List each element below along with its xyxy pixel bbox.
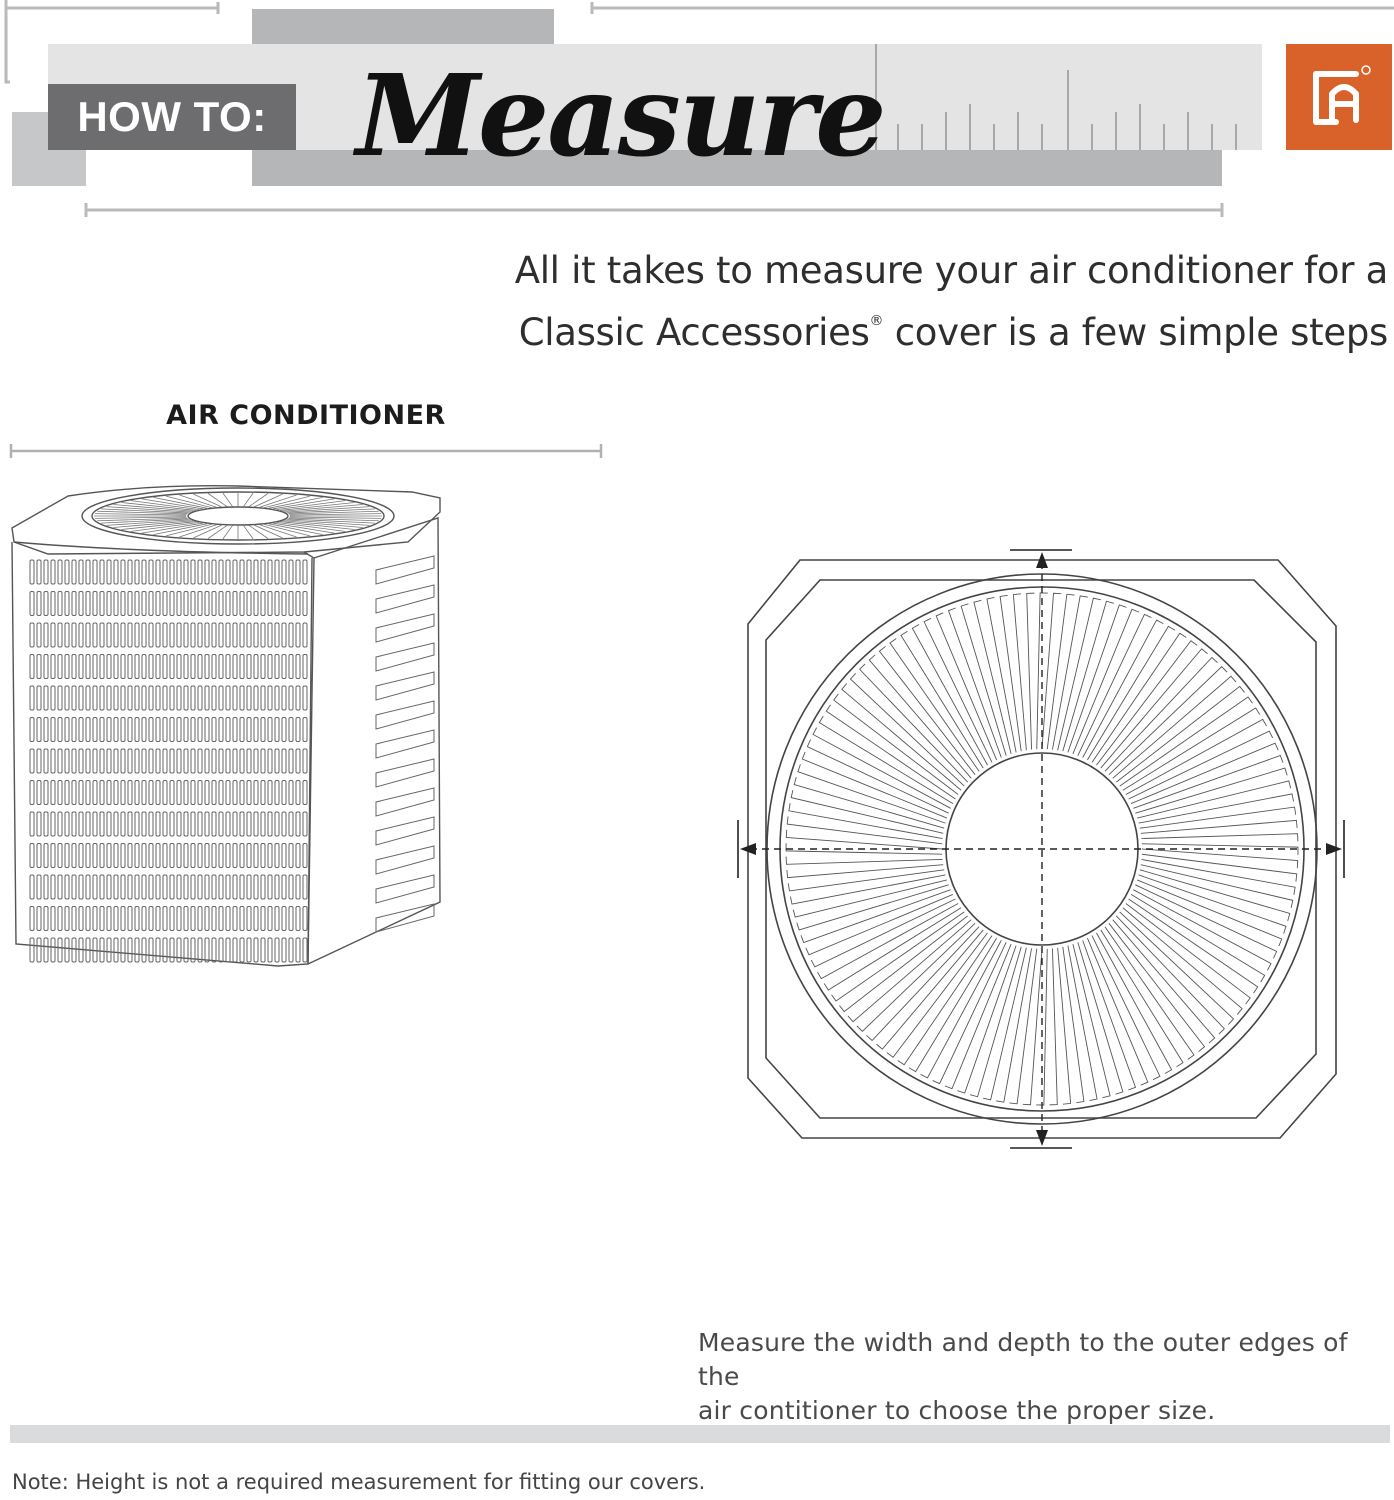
intro-line-2 <box>488 296 1388 358</box>
air-conditioner-top-view-icon <box>734 544 1350 1154</box>
divider-band <box>10 1425 1390 1443</box>
caption-line-2: air contitioner to choose the proper size. <box>698 1396 1216 1425</box>
intro-line-2-rest: cover is a few simple steps <box>883 311 1388 354</box>
brand-logo <box>1286 44 1392 150</box>
section-title: AIR CONDITIONER <box>166 400 446 431</box>
measure-instructions <box>698 1326 1394 1428</box>
footnote: Note: Height is not a required measurement for fitting our covers. <box>12 1470 706 1494</box>
air-conditioner-unit-icon <box>8 482 448 978</box>
registered-mark: ® <box>869 313 884 329</box>
how-to-label: HOW TO: <box>48 84 296 150</box>
logo-icon <box>1286 44 1392 150</box>
intro-line-1: All it takes to measure your air conditioner for a <box>514 249 1388 292</box>
caption-line-1: Measure the width and depth to the outer edges of the <box>698 1328 1348 1391</box>
page-title: Measure <box>356 51 885 182</box>
section-title-rule <box>8 442 604 458</box>
intro-text <box>488 246 1388 358</box>
brand-name: Classic Accessories <box>518 311 870 354</box>
